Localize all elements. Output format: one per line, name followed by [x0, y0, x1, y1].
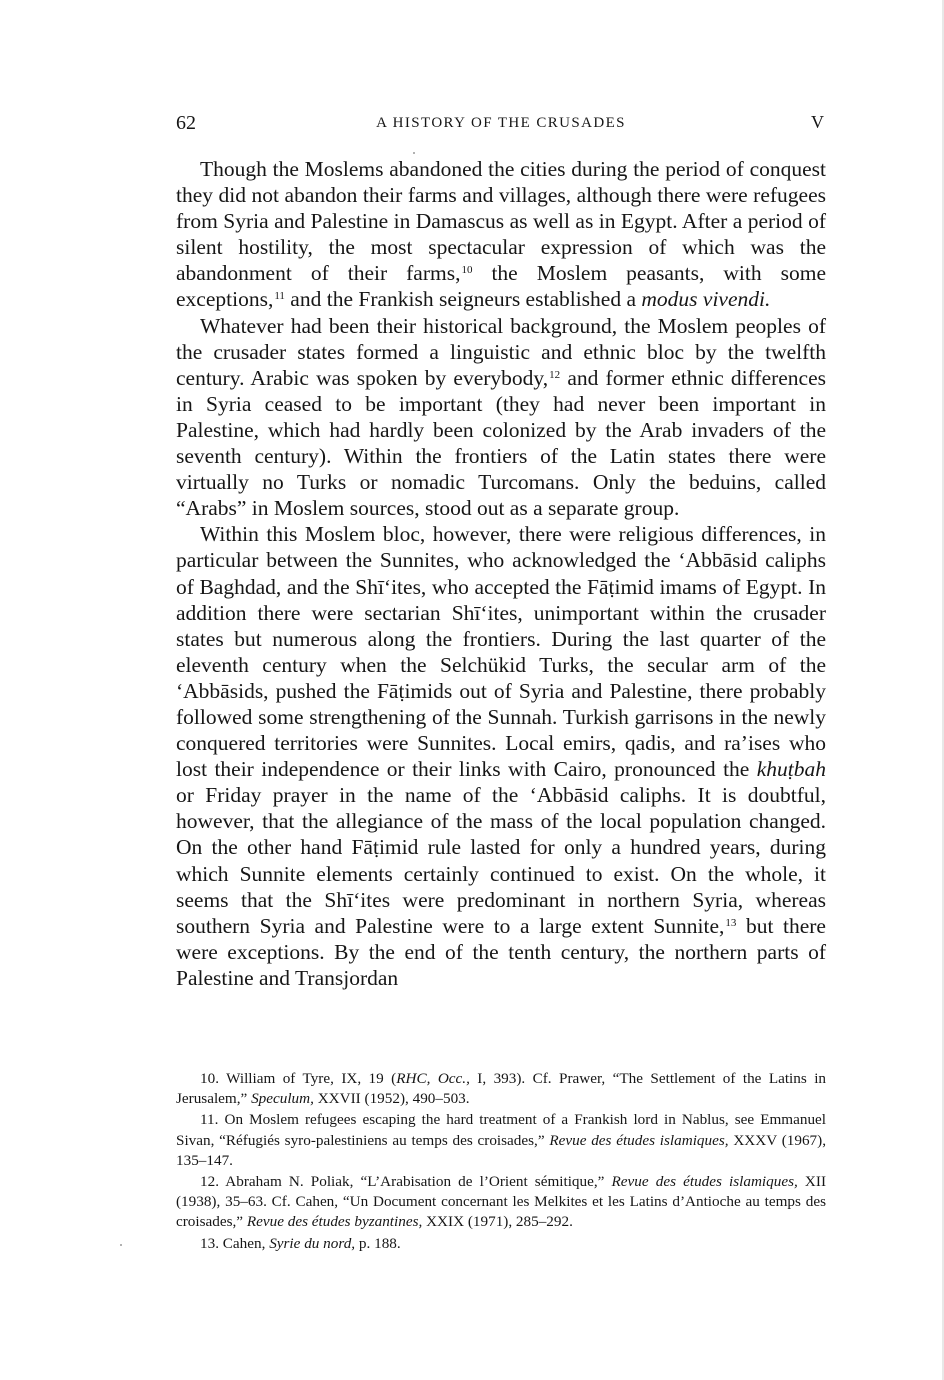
text-run: XXVII (1952), 490–503. — [313, 1090, 470, 1108]
text-run: but there were exceptions. By the end of the tenth century, the northern parts of Palestine and Transjordan — [176, 913, 826, 990]
italic-text: Speculum, — [251, 1090, 314, 1108]
text-run: XXIX (1971), 285–292. — [422, 1213, 573, 1231]
main-text — [176, 156, 826, 991]
footnote — [176, 1234, 826, 1254]
text-run: and the Frankish seigneurs established a — [284, 287, 642, 312]
paragraph — [176, 156, 826, 313]
text-run: 12. Abraham N. Poliak, “L’Arabisation de l’Orient sémitique,” — [200, 1173, 612, 1191]
italic-text: khuṭbah — [756, 757, 826, 782]
footnote — [176, 1110, 826, 1171]
footnote-ref: 10 — [461, 264, 473, 277]
footnote-ref: 13 — [725, 916, 737, 929]
italic-text: RHC, Occ., — [396, 1070, 470, 1087]
running-title: A HISTORY OF THE CRUSADES — [376, 115, 626, 131]
text-run: I, 393). Cf. Prawer, “The Settlement of the Latins in Jerusalem,” — [176, 1070, 827, 1108]
text-run: 10. William of Tyre, IX, 19 ( — [200, 1070, 397, 1087]
text-run: 13. Cahen, — [200, 1234, 270, 1252]
text-run: and former ethnic differences in Syria ceased to be important (they had never been important in Palestine, which had hardly been colonized by the Arab invaders of the seventh century). Within the frontiers of the Latin states there were virtually no Turks or nomadic Turcomans. Only the beduins, called “Arabs” in Moslem sources, stood out as a separate group. — [176, 365, 827, 521]
running-header — [176, 112, 826, 138]
text-run: XXXV (1967), 135–147. — [176, 1131, 826, 1169]
footnotes — [176, 1069, 826, 1255]
italic-text: Revue des études islamiques, — [549, 1131, 729, 1149]
paragraph — [176, 313, 826, 522]
italic-text: Syrie du nord, — [269, 1234, 356, 1252]
text-run: XII (1938), 35–63. Cf. Cahen, “Un Document concernant les Melkites et les Latins d’Antioche au temps des croisades,” — [176, 1173, 826, 1231]
paragraph — [176, 521, 826, 991]
footnote — [176, 1069, 826, 1109]
footnote-ref: 12 — [549, 368, 561, 381]
page-number: 62 — [176, 112, 196, 134]
text-run: Within this Moslem bloc, however, there were religious differences, in particular between the Sunnites, who acknowledged the ‘Abbāsid caliphs of Baghdad, and the Shī‘ites, who accepted the Fāṭimid imams of Egypt. In addition there were sectarian Shī‘ites, unimportant within the crusader states but numerous along the frontiers. During the last quarter of the eleventh century when the Selchükid Turks, the secular arm of the ‘Abbāsids, pushed the Fāṭimids out of Syria and Palestine, there probably followed some strengthening of the Sunnah. Turkish garrisons in the newly conquered territories were Sunnites. Local emirs, qadis, and ra’ises who lost their independence or their links with Cairo, pronounced the — [176, 522, 826, 782]
text-run: or Friday prayer in the name of the ‘Abbāsid caliphs. It is doubtful, however, that the allegiance of the mass of the local population changed. On the other hand Fāṭimid rule lasted for only a hundred years, during which Sunnite elements certainly continued to exist. On the whole, it seems that the Shī‘ites were predominant in northern Syria, whereas southern Syria and Palestine were to a large extent Sunnite, — [176, 783, 826, 938]
text-run: p. 188. — [355, 1234, 401, 1252]
italic-text: Revue des études byzantines, — [246, 1213, 423, 1231]
italic-text: modus vivendi. — [641, 287, 771, 312]
text-run: 11. On Moslem refugees escaping the hard treatment of a Frankish lord in Nablus, see Emmanuel Sivan, “Réfugiés syro-palestiniens au temps des croisades,” — [176, 1111, 826, 1149]
italic-text: Revue des études islamiques, — [611, 1173, 798, 1191]
text-run: the Moslem peasants, with some exceptions, — [176, 261, 826, 312]
volume-number: V — [811, 112, 824, 132]
scan-speck — [120, 1244, 122, 1246]
footnote-ref: 11 — [274, 290, 285, 303]
scan-speck — [413, 152, 415, 154]
text-run: Though the Moslems abandoned the cities during the period of conquest they did not abandon their farms and villages, although there were refugees from Syria and Palestine in Damascus as well as in Egypt. After a period of silent hostility, the most spectacular expression of which was the abandonment of their farms, — [176, 157, 826, 286]
text-run: Whatever had been their historical background, the Moslem peoples of the crusader states formed a linguistic and ethnic bloc by the twelfth century. Arabic was spoken by everybody, — [176, 313, 826, 390]
footnote — [176, 1172, 826, 1233]
